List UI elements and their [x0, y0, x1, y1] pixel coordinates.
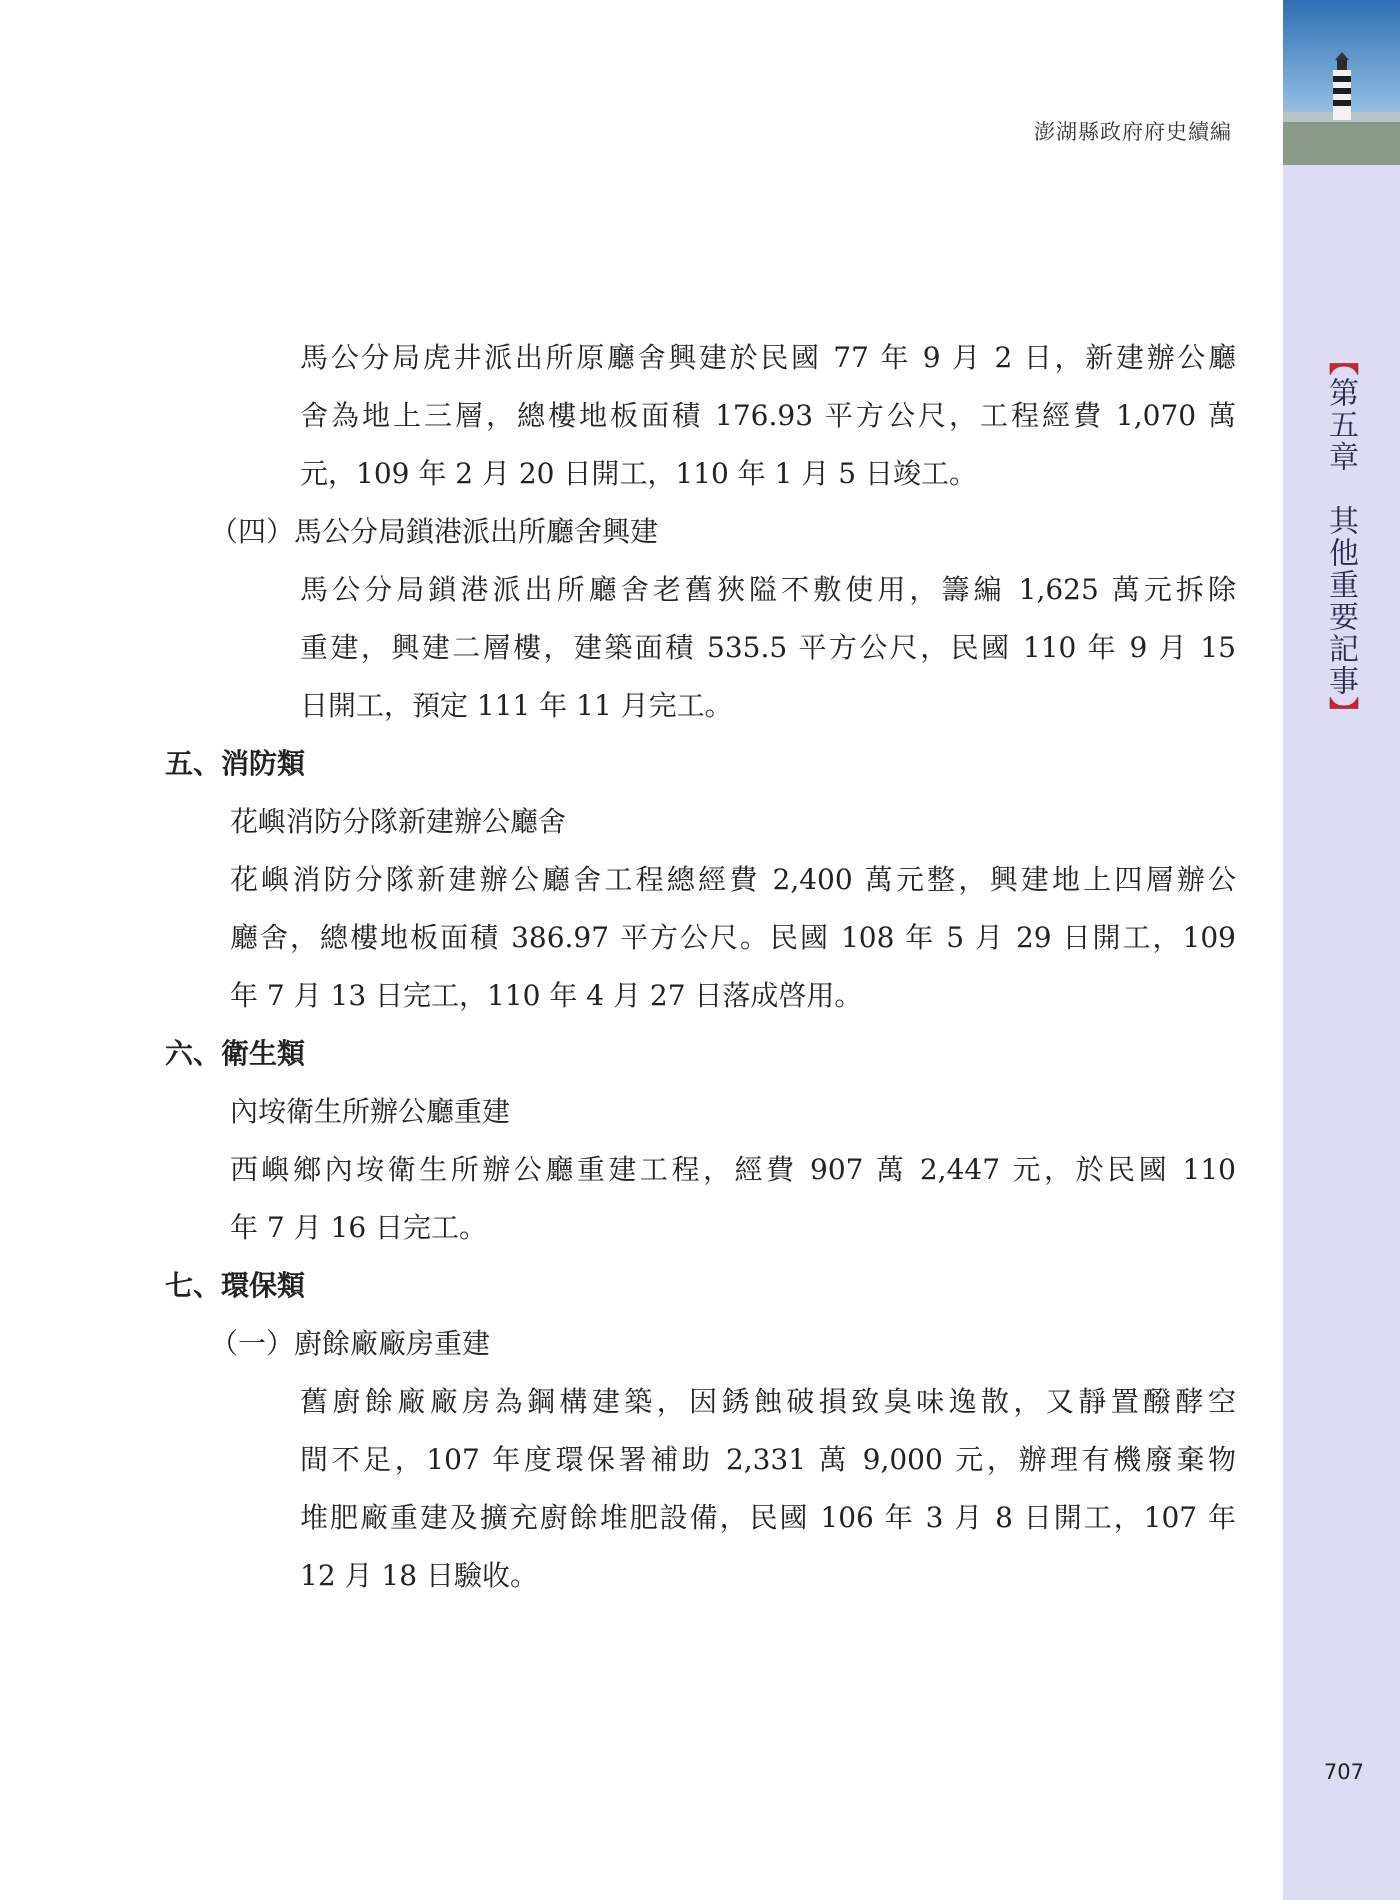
item-title: 花嶼消防分隊新建辦公廳舍: [230, 805, 567, 838]
paragraph-line: 舊廚餘廠廠房為鋼構建築，因銹蝕破損致臭味逸散，又靜置醱酵空: [300, 1385, 1236, 1418]
section-heading: 六、衛生類: [165, 1037, 306, 1070]
paragraph-line: 元，109 年 2 月 20 日開工，110 年 1 月 5 日竣工。: [300, 457, 977, 490]
paragraph-line: 馬公分局鎖港派出所廳舍老舊狹隘不敷使用，籌編 1,625 萬元拆除: [300, 573, 1236, 606]
chapter-title: 其他重要記事: [1323, 505, 1358, 697]
item-title: 內垵衛生所辦公廳重建: [230, 1095, 511, 1128]
paragraph-line: 日開工，預定 111 年 11 月完工。: [300, 689, 733, 722]
paragraph-line: 西嶼鄉內垵衛生所辦公廳重建工程，經費 907 萬 2,447 元，於民國 110: [230, 1153, 1236, 1186]
section-heading: 五、消防類: [165, 747, 306, 780]
chapter-tab-open-bracket: 【: [1323, 345, 1358, 377]
paragraph-line: 重建，興建二層樓，建築面積 535.5 平方公尺，民國 110 年 9 月 15: [300, 631, 1236, 664]
paragraph-line: 舍為地上三層，總樓地板面積 176.93 平方公尺，工程經費 1,070 萬: [300, 399, 1236, 432]
paragraph-line: 馬公分局虎井派出所原廳舍興建於民國 77 年 9 月 2 日，新建辦公廳: [300, 341, 1236, 374]
chapter-number: 第五章: [1323, 377, 1358, 473]
paragraph-line: 堆肥廠重建及擴充廚餘堆肥設備，民國 106 年 3 月 8 日開工，107 年: [300, 1501, 1236, 1534]
paragraph-line: 年 7 月 16 日完工。: [230, 1211, 488, 1244]
page-number: 707: [1323, 1760, 1364, 1784]
paragraph-line: 年 7 月 13 日完工，110 年 4 月 27 日落成啓用。: [230, 979, 863, 1012]
paragraph-line: 廳舍，總樓地板面積 386.97 平方公尺。民國 108 年 5 月 29 日開工，109: [230, 921, 1236, 954]
subsection-heading: （一）廚餘廠廠房重建: [210, 1327, 491, 1360]
book-title: 澎湖縣政府府史續編: [1034, 120, 1232, 144]
paragraph-line: 12 月 18 日驗收。: [300, 1559, 538, 1592]
section-heading: 七、環保類: [165, 1269, 306, 1302]
paragraph-line: 間不足，107 年度環保署補助 2,331 萬 9,000 元，辦理有機廢棄物: [300, 1443, 1236, 1476]
chapter-tab-close-bracket: 】: [1323, 697, 1358, 729]
subsection-heading: （四）馬公分局鎖港派出所廳舍興建: [210, 515, 659, 548]
paragraph-line: 花嶼消防分隊新建辦公廳舍工程總經費 2,400 萬元整，興建地上四層辦公: [230, 863, 1236, 896]
